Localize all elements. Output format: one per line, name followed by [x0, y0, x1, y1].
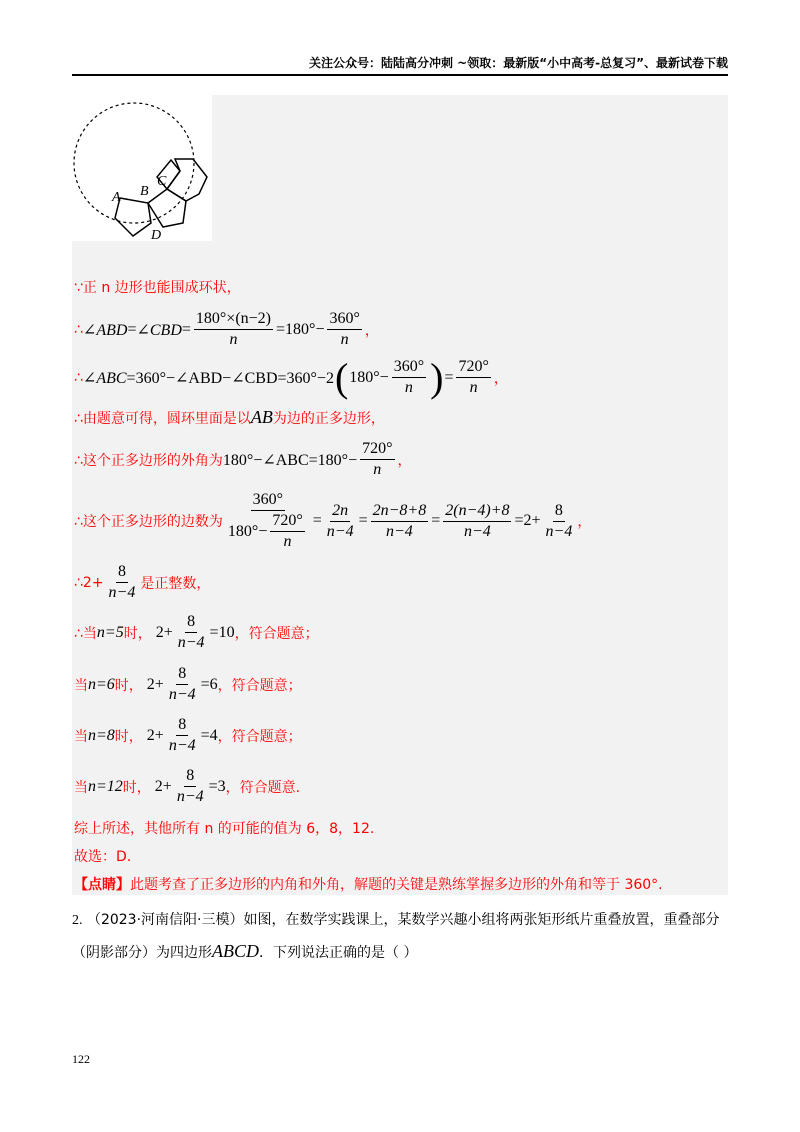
denominator: n−4 — [463, 522, 491, 540]
expression: 180°− — [349, 368, 389, 386]
pentagon-ring-figure — [72, 95, 212, 241]
denominator: n — [404, 379, 413, 396]
numerator: 360° — [392, 357, 426, 378]
denominator: n−4 — [108, 584, 136, 601]
numerator: 8 — [176, 715, 188, 736]
segment-ab: AB — [250, 407, 273, 427]
denominator: n — [469, 379, 478, 396]
eq-sign: = — [444, 368, 454, 386]
line-7-text: 是正整数， — [140, 575, 211, 592]
quadrilateral-abcd: ABCD — [212, 941, 259, 961]
numerator: 8 — [176, 664, 188, 685]
numerator: 180°×(n−2) — [194, 309, 273, 330]
denominator: n−4 — [177, 634, 205, 651]
numerator: 8 — [116, 562, 128, 583]
solution-line-9 — [74, 664, 302, 705]
fraction — [176, 612, 207, 653]
page-number: 122 — [72, 1052, 90, 1066]
label-b: B — [140, 184, 149, 199]
expression: 180°−∠ABC=180°− — [222, 451, 358, 469]
line-text: 时， — [122, 779, 151, 796]
line-5-text: ∴这个正多边形的外角为 — [74, 452, 223, 469]
solution-line-4 — [74, 407, 385, 428]
expression: =2+ — [514, 512, 541, 529]
question-line-1 — [72, 905, 728, 936]
comment-label: 【点睛】 — [74, 877, 130, 893]
fraction-compound — [226, 490, 310, 552]
line-text: 当 — [74, 779, 88, 796]
fraction — [392, 357, 426, 398]
eq-sign: = — [127, 320, 137, 338]
line-6-text: ∴这个正多边形的边数为 — [74, 514, 223, 530]
fraction — [194, 309, 273, 350]
eq-sign: = — [181, 320, 191, 338]
label-c: C — [157, 174, 167, 189]
line-text: ，符合题意； — [217, 677, 302, 694]
solution-line-14 — [74, 874, 663, 894]
angle-abc: ∠ABC — [82, 369, 127, 387]
left-paren-icon: ( — [334, 354, 349, 400]
fraction — [456, 357, 490, 398]
numerator: 8 — [184, 766, 196, 787]
solution-line-3 — [74, 354, 508, 400]
question-2 — [72, 905, 728, 968]
line-text: ，符合题意. — [225, 779, 301, 796]
denominator: n−4 — [168, 737, 196, 754]
punctuation: ， — [364, 322, 379, 339]
denominator: n−4 — [168, 686, 196, 703]
expression: =360°−∠ABD−∠CBD=360°−2 — [126, 369, 334, 387]
right-paren-icon: ) — [430, 354, 444, 400]
expression: =180°− — [276, 320, 325, 338]
therefore-sign: ∴ — [74, 321, 83, 338]
fraction — [175, 766, 206, 807]
fraction — [371, 501, 429, 542]
result: =4 — [200, 726, 218, 744]
line-text: 时， — [114, 677, 143, 694]
line-1-text: ∵正 n 边形也能围成环状， — [74, 280, 241, 296]
angle-abd: ∠ABD — [82, 321, 128, 339]
question-text: 如图，在数学实践课上，某数学兴趣小组将两张矩形纸片重叠放置，重叠部分 — [243, 912, 720, 928]
fraction — [327, 309, 361, 350]
fraction — [360, 439, 394, 480]
numerator: 8 — [553, 501, 565, 522]
answer-text: 故选：D. — [74, 849, 132, 865]
question-number: 2. — [72, 913, 83, 928]
punctuation: ， — [577, 514, 592, 530]
label-d: D — [151, 228, 162, 241]
fraction — [544, 501, 575, 542]
solution-line-11 — [74, 766, 300, 807]
label-a: A — [112, 190, 121, 205]
solution-line-7 — [74, 562, 210, 603]
n-value: n=6 — [88, 675, 115, 693]
numerator: 2n−8+8 — [371, 501, 429, 522]
solution-line-2 — [74, 309, 379, 350]
numerator: 720° — [360, 439, 394, 460]
numerator: 360° — [251, 490, 285, 511]
fraction — [167, 664, 198, 705]
numerator: 720° — [456, 357, 490, 378]
question-line-2 — [72, 936, 728, 968]
n-value: n=5 — [96, 623, 124, 641]
expression: 180°− — [227, 522, 268, 540]
expression: 2+ — [154, 777, 172, 795]
line-4-text: ∴由题意可得，圆环里面是以 — [74, 410, 251, 427]
expression: 2+ — [146, 726, 164, 744]
punctuation: ， — [397, 452, 412, 469]
solution-line-6: ∴这个正多边形的边数为 360° 180°− $\frac{720^\circ}{n}$ = $\frac{2n}{n-4}$ = $\frac{2n-8+8}{n-4}$ = $\frac{2(n-4)+8}{n-4}$ =2+ $\frac{8}{n-4}$ ， — [74, 491, 592, 550]
result: =6 — [200, 675, 218, 693]
denominator: n−4 — [386, 522, 413, 540]
question-source: （2023·河南信阳·三模） — [86, 912, 244, 928]
page-header: 关注公众号：陆陆高分冲刺 ~领取：最新版“小中高考-总复习”、最新试卷下载 — [72, 56, 728, 76]
angle-cbd: ∠CBD — [136, 321, 182, 339]
solution-line-5 — [74, 439, 412, 480]
numerator: 2n — [330, 501, 350, 522]
solution-line-1 — [74, 277, 241, 297]
denominator: n−4 — [545, 522, 573, 540]
pentagon-2 — [148, 189, 186, 227]
line-text: ，符合题意； — [234, 625, 319, 642]
denominator: n — [340, 331, 349, 348]
solution-line-8 — [74, 612, 319, 653]
denominator: n — [283, 533, 292, 550]
denominator: n — [373, 461, 382, 478]
comment-text: 此题考查了正多边形的内角和外角，解题的关键是熟练掌握多边形的外角和等于 360°. — [130, 877, 663, 893]
denominator: n — [229, 331, 238, 348]
question-text: （阴影部分）为四边形 — [72, 945, 212, 961]
numerator: 2(n−4)+8 — [443, 501, 511, 522]
solution-line-13 — [74, 846, 131, 866]
numerator: 360° — [327, 309, 361, 330]
fraction — [107, 562, 138, 603]
expression: ∴2+ — [74, 574, 104, 591]
numerator: 8 — [185, 612, 197, 633]
denominator — [226, 511, 310, 552]
solution-line-10 — [74, 715, 302, 756]
line-text: ∴当 — [74, 625, 97, 642]
n-value: n=8 — [88, 726, 115, 744]
expression: 2+ — [146, 675, 164, 693]
line-text: 时， — [123, 625, 152, 642]
result: =10 — [209, 623, 235, 641]
line-text: 当 — [74, 728, 88, 745]
line-text: ，符合题意； — [217, 728, 302, 745]
punctuation: ， — [493, 370, 508, 387]
line-text: 当 — [74, 677, 88, 694]
solution-line-12 — [74, 818, 374, 838]
fraction — [270, 511, 304, 552]
n-value: n=12 — [88, 777, 123, 795]
pentagon-ring-diagram — [72, 95, 212, 241]
question-text: ．下列说法正确的是（ ） — [259, 945, 418, 961]
line-text: 时， — [114, 728, 143, 745]
numerator: 720° — [270, 511, 304, 532]
fraction — [325, 501, 356, 542]
expression: 2+ — [155, 623, 173, 641]
result: =3 — [208, 777, 226, 795]
denominator: n−4 — [176, 788, 204, 805]
fraction — [443, 501, 511, 542]
denominator: n−4 — [326, 522, 354, 540]
conclusion-text: 综上所述，其他所有 n 的可能的值为 6，8，12. — [74, 821, 375, 837]
line-4-text-end: 为边的正多边形， — [272, 410, 385, 427]
therefore-sign: ∴ — [74, 369, 83, 386]
fraction — [167, 715, 198, 756]
